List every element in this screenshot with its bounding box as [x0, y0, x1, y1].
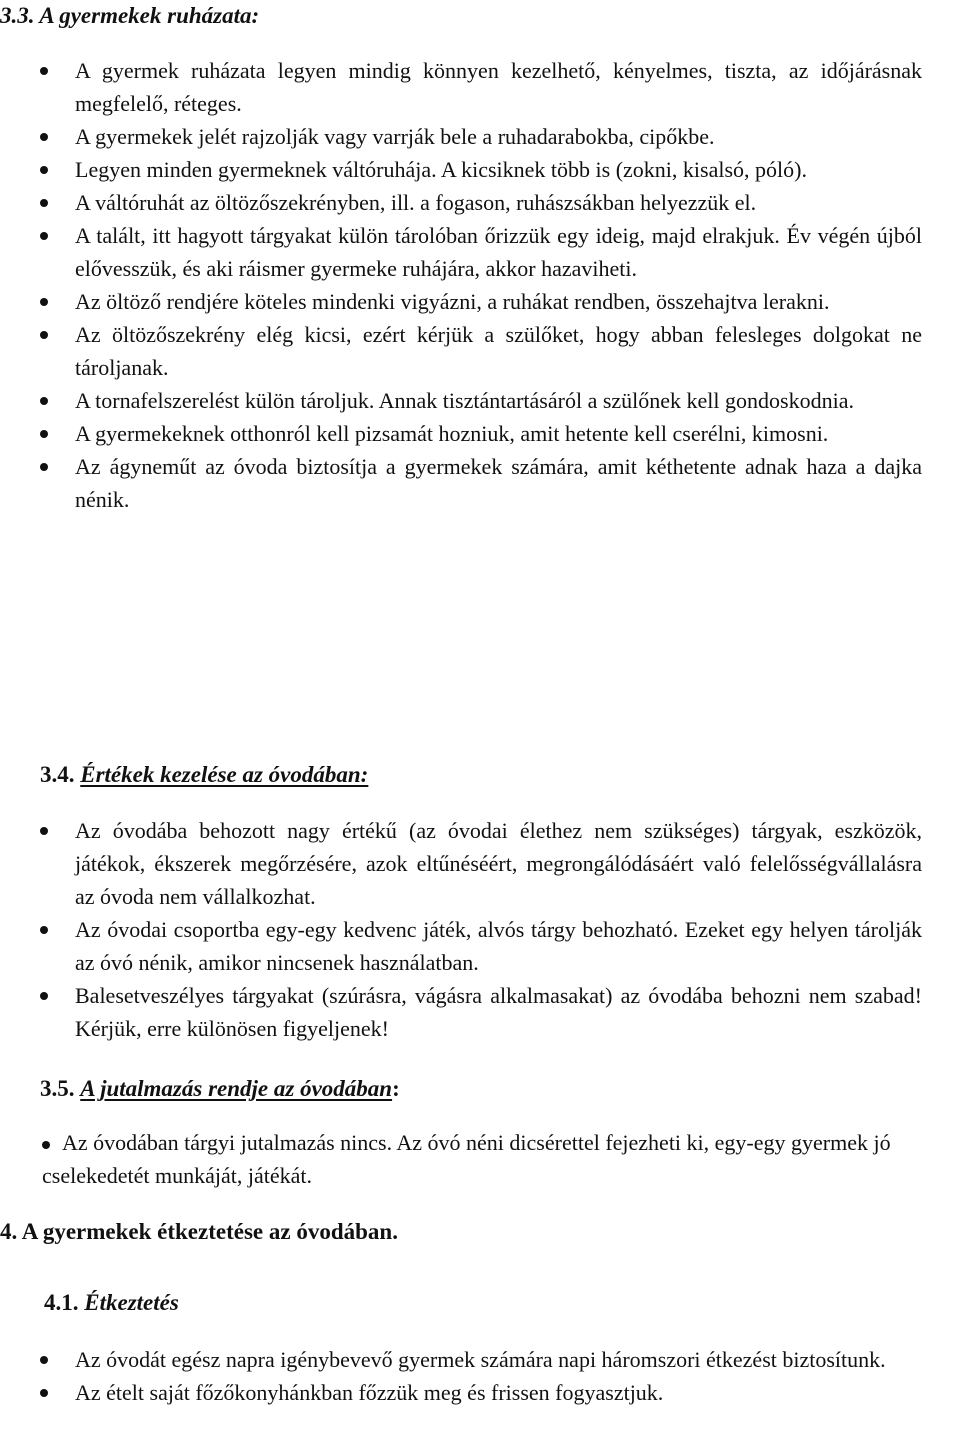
list-item: Az ágyneműt az óvoda biztosítja a gyermekek számára, amit kéthetente adnak haza a dajka nénik. [0, 450, 922, 516]
section-title-colon: : [392, 1076, 400, 1101]
list-item: Az óvodát egész napra igénybevevő gyermek számára napi háromszori étkezést biztosítunk. [0, 1343, 922, 1376]
list-item: Az ételt saját főzőkonyhánkban főzzük meg és frissen fogyasztjuk. [0, 1376, 922, 1409]
section-3-4-heading [40, 761, 368, 789]
bullet-dot-icon [42, 1141, 50, 1149]
paragraph-text: Az óvodában tárgyi jutalmazás nincs. Az óvó néni dicsérettel fejezheti ki, egy-egy gyermek jó cselekedetét munkáját, játékát. [42, 1130, 891, 1188]
section-title: A jutalmazás rendje az óvodában [80, 1076, 393, 1101]
list-item: A váltóruhát az öltözőszekrényben, ill. a fogason, ruhászsákban helyezzük el. [0, 186, 922, 219]
list-item: A gyermek ruházata legyen mindig könnyen kezelhető, kényelmes, tiszta, az időjárásnak megfelelő, réteges. [0, 54, 922, 120]
list-item: Az öltöző rendjére köteles mindenki vigyázni, a ruhákat rendben, összehajtva lerakni. [0, 285, 922, 318]
section-number: 3.5. [40, 1076, 75, 1101]
list-item: Legyen minden gyermeknek váltóruhája. A kicsiknek több is (zokni, kisalsó, póló). [0, 153, 922, 186]
list-item: Az öltözőszekrény elég kicsi, ezért kérjük a szülőket, hogy abban felesleges dolgokat ne tároljanak. [0, 318, 922, 384]
list-item: Balesetveszélyes tárgyakat (szúrásra, vágásra alkalmasakat) az óvodába behozni nem szabad! Kérjük, erre különösen figyeljenek! [0, 979, 922, 1045]
section-3-3-heading: 3.3. A gyermekek ruházata: [0, 3, 260, 28]
section-3-3-list [0, 54, 922, 516]
section-3-5-heading [40, 1075, 400, 1103]
section-number: 3.4. [40, 762, 75, 787]
list-item: A gyermekek jelét rajzolják vagy varrják bele a ruhadarabokba, cipőkbe. [0, 120, 922, 153]
list-item: A talált, itt hagyott tárgyakat külön tárolóban őrizzük egy ideig, majd elrakjuk. Év végén újból elővesszük, és aki ráismer gyermeke ruhájára, akkor hazaviheti. [0, 219, 922, 285]
list-item: A gyermekeknek otthonról kell pizsamát hozniuk, amit hetente kell cserélni, kimosni. [0, 417, 922, 450]
list-item: Az óvodába behozott nagy értékű (az óvodai élethez nem szükséges) tárgyak, eszközök, játékok, ékszerek megőrzésére, azok eltűnéséért, megrongálódásáért való felelősségvállalásra az óvoda nem vállalkozhat. [0, 814, 922, 913]
list-item: Az óvodai csoportba egy-egy kedvenc játék, alvós tárgy behozható. Ezeket egy helyen tárolják az óvó nénik, amikor nincsenek használatban. [0, 913, 922, 979]
section-4-1-heading [44, 1289, 179, 1317]
section-title: Értékek kezelése az óvodában: [80, 762, 369, 787]
section-number: 4.1. [44, 1290, 79, 1315]
section-4-heading: 4. A gyermekek étkeztetése az óvodában. [0, 1219, 398, 1244]
section-title: Étkeztetés [84, 1290, 179, 1315]
section-4-1-list [0, 1343, 922, 1409]
section-3-5-paragraph [42, 1126, 960, 1192]
list-item: A tornafelszerelést külön tároljuk. Annak tisztántartásáról a szülőnek kell gondoskodnia. [0, 384, 922, 417]
section-3-4-list [0, 814, 922, 1045]
